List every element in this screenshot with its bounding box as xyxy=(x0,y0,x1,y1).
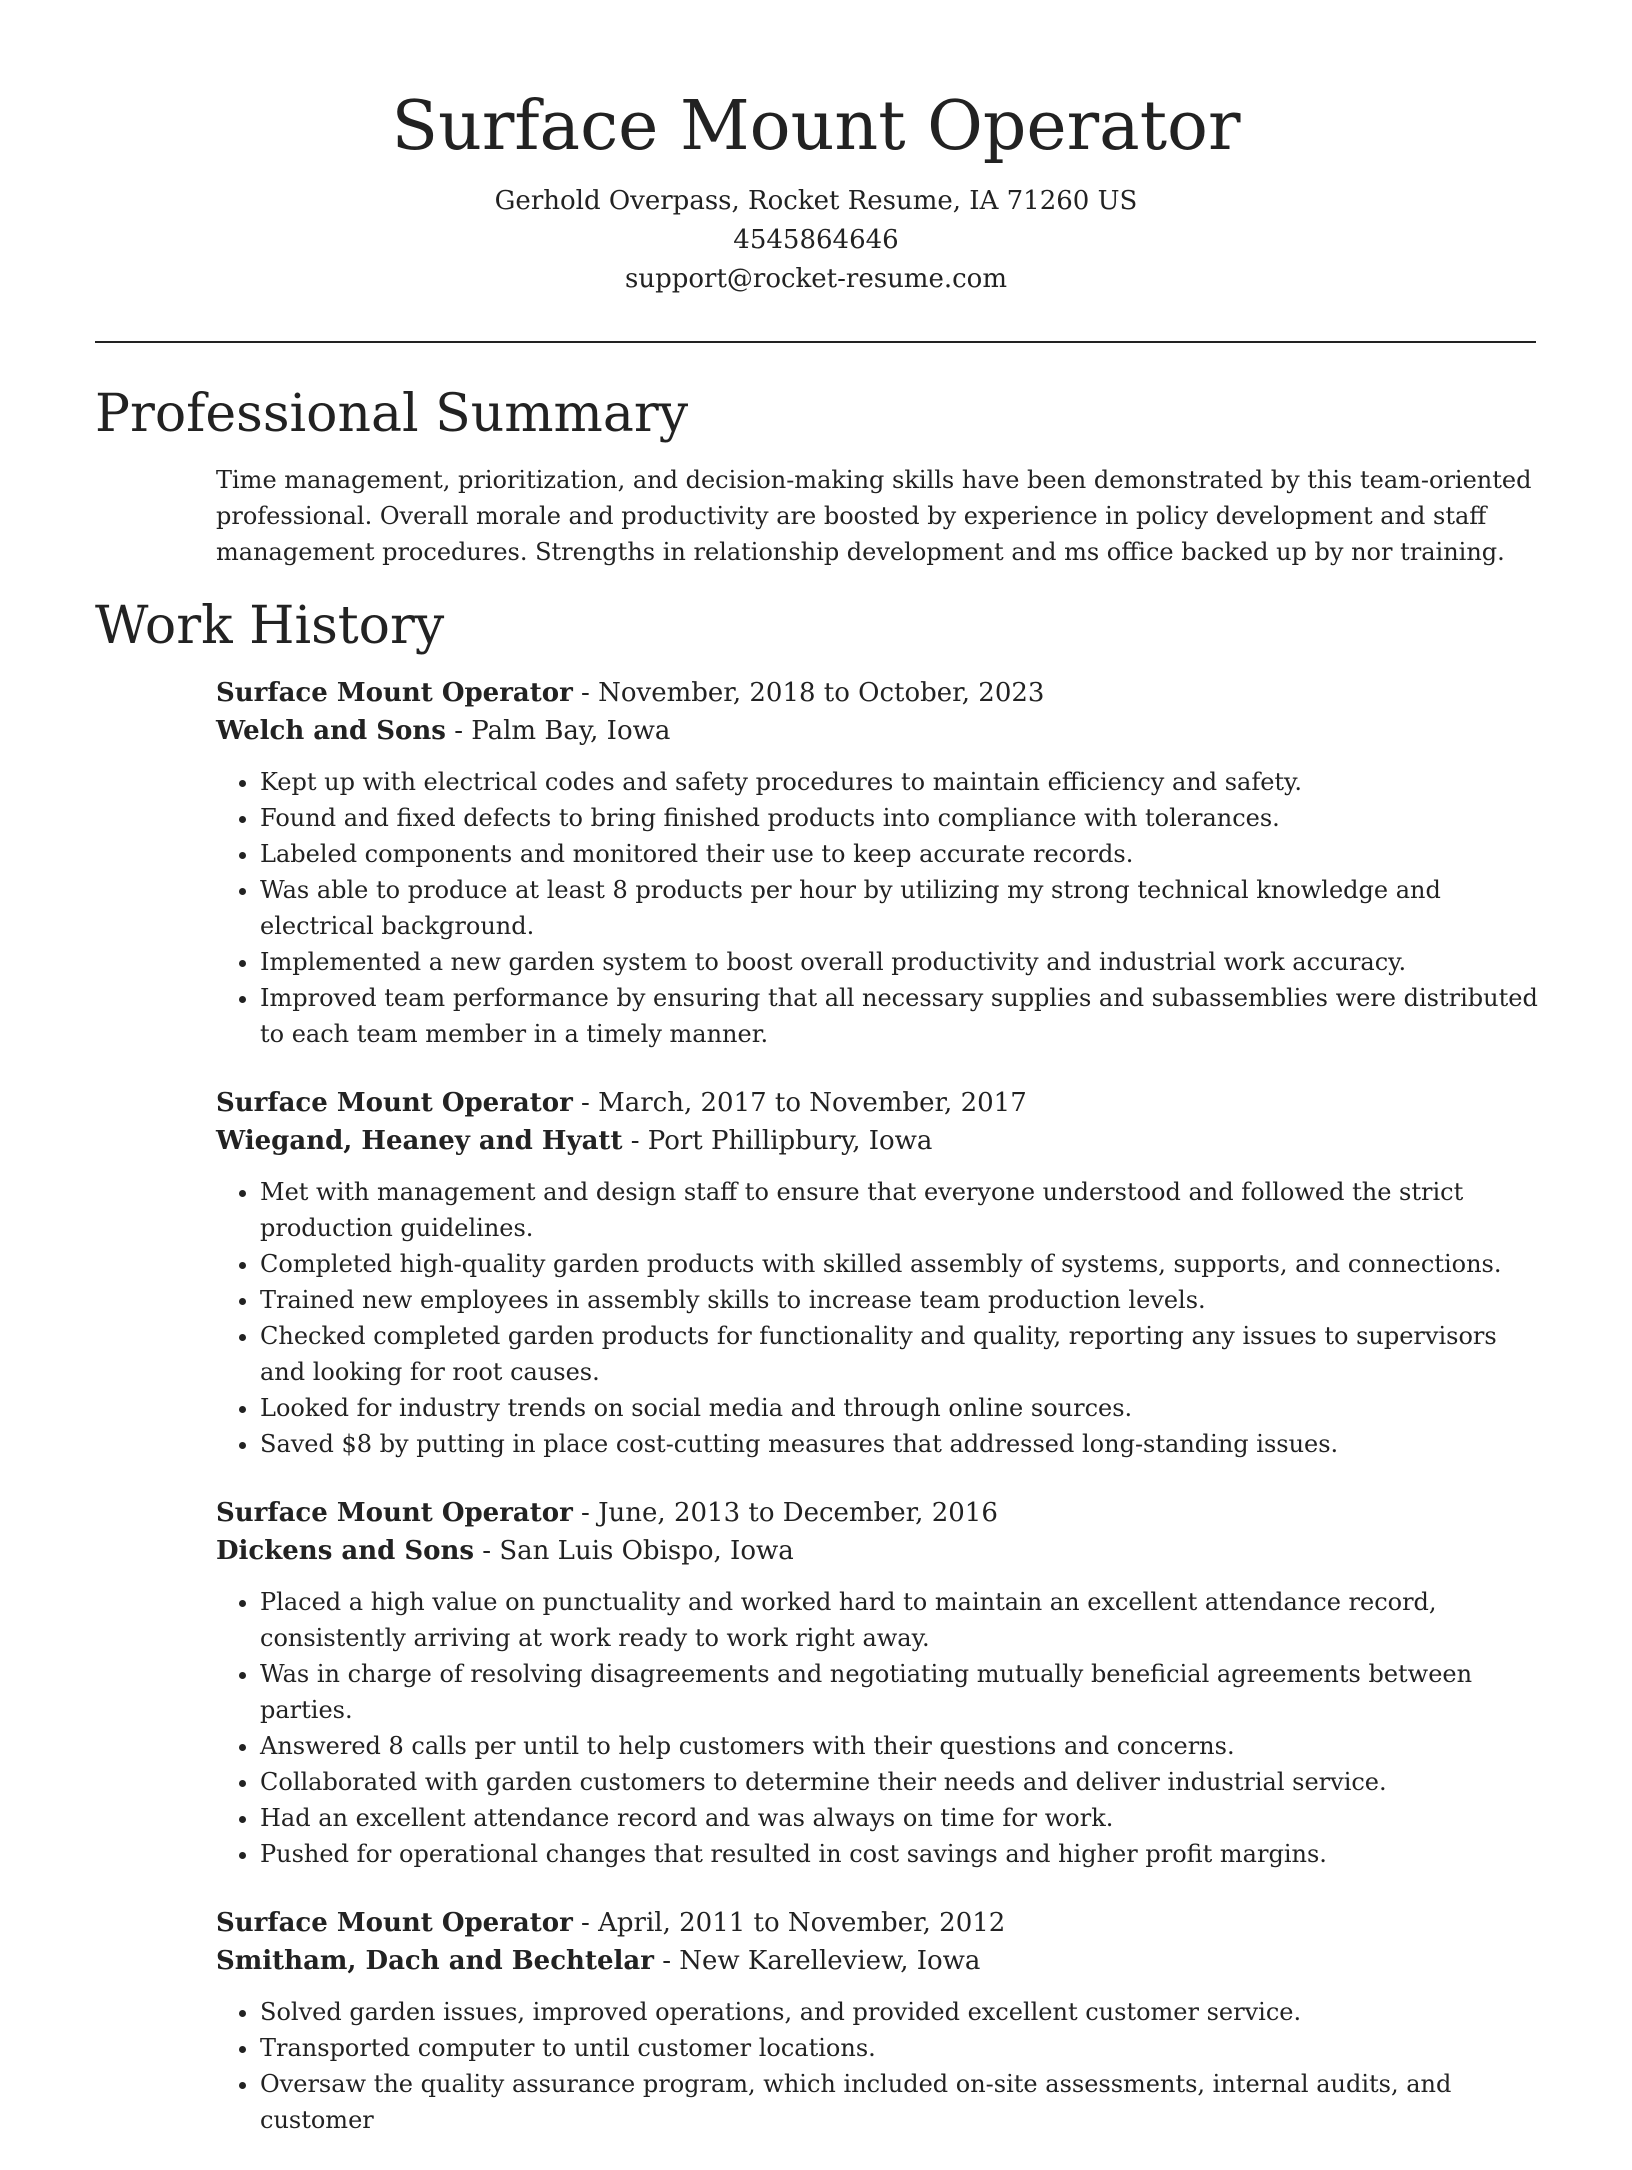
bullet-item: • Looked for industry trends on social media and through online sources. xyxy=(260,1390,1546,1426)
job-entry xyxy=(216,1084,1546,1462)
job-bullets xyxy=(216,1584,1546,1872)
job-company-line xyxy=(216,1532,1546,1570)
job-role: Surface Mount Operator xyxy=(216,678,573,708)
job-entry xyxy=(216,674,1546,1052)
job-dates: - April, 2011 to November, 2012 xyxy=(572,1908,1006,1938)
job-company: Dickens and Sons xyxy=(216,1536,475,1566)
job-title-line xyxy=(216,1904,1546,1942)
bullet-item: • Implemented a new garden system to boost overall productivity and industrial work accuracy. xyxy=(260,944,1546,980)
job-entry xyxy=(216,1904,1546,2138)
job-role: Surface Mount Operator xyxy=(216,1088,573,1118)
job-role: Surface Mount Operator xyxy=(216,1498,573,1528)
summary-heading: Professional Summary xyxy=(95,384,689,444)
job-dates: - November, 2018 to October, 2023 xyxy=(572,678,1045,708)
job-company: Smitham, Dach and Bechtelar xyxy=(216,1946,654,1976)
job-location: - San Luis Obispo, Iowa xyxy=(474,1536,794,1566)
bullet-item: • Found and fixed defects to bring finished products into compliance with tolerances. xyxy=(260,800,1546,836)
bullet-item: • Completed high-quality garden products with skilled assembly of systems, supports, and connections. xyxy=(260,1246,1546,1282)
bullet-item: • Labeled components and monitored their use to keep accurate records. xyxy=(260,836,1546,872)
resume-header xyxy=(0,0,1632,299)
job-location: - Port Phillipbury, Iowa xyxy=(622,1126,933,1156)
job-bullets xyxy=(216,1994,1546,2138)
job-company-line xyxy=(216,712,1546,750)
job-company: Wiegand, Heaney and Hyatt xyxy=(216,1126,623,1156)
job-title-line xyxy=(216,1084,1546,1122)
job-role: Surface Mount Operator xyxy=(216,1908,573,1938)
contact-email: support@rocket-resume.com xyxy=(624,264,1007,294)
job-title-line xyxy=(216,674,1546,712)
bullet-item: • Solved garden issues, improved operations, and provided excellent customer service. xyxy=(260,1994,1546,2030)
header-divider xyxy=(95,341,1536,343)
contact-phone: 4545864646 xyxy=(733,225,899,255)
job-entry xyxy=(216,1494,1546,1872)
job-dates: - June, 2013 to December, 2016 xyxy=(572,1498,998,1528)
summary-text: Time management, prioritization, and decision-making skills have been demonstrated by this team-oriented professional. Overall morale and productivity are boosted by experience in policy development and staff management procedures. Strengths in relationship development and ms office backed up by nor training. xyxy=(216,466,1532,566)
job-location: - New Karelleview, Iowa xyxy=(653,1946,981,1976)
contact-info xyxy=(0,182,1632,299)
bullet-item: • Answered 8 calls per until to help customers with their questions and concerns. xyxy=(260,1728,1546,1764)
job-bullets xyxy=(216,1174,1546,1462)
job-title-line xyxy=(216,1494,1546,1532)
job-location: - Palm Bay, Iowa xyxy=(445,716,671,746)
bullet-item: • Placed a high value on punctuality and worked hard to maintain an excellent attendance record, consistently arriving at work ready to work right away. xyxy=(260,1584,1546,1656)
bullet-item: • Was in charge of resolving disagreements and negotiating mutually beneficial agreements between parties. xyxy=(260,1656,1546,1728)
bullet-item: • Was able to produce at least 8 products per hour by utilizing my strong technical knowledge and electrical background. xyxy=(260,872,1546,944)
candidate-name: Surface Mount Operator xyxy=(391,87,1241,166)
contact-address: Gerhold Overpass, Rocket Resume, IA 71260 US xyxy=(494,186,1138,216)
bullet-item: • Met with management and design staff to ensure that everyone understood and followed the strict production guidelines. xyxy=(260,1174,1546,1246)
bullet-item: • Saved $8 by putting in place cost-cutting measures that addressed long-standing issues. xyxy=(260,1426,1546,1462)
work-history-heading: Work History xyxy=(95,596,445,656)
bullet-item: • Checked completed garden products for functionality and quality, reporting any issues to supervisors and looking for root causes. xyxy=(260,1318,1546,1390)
job-bullets xyxy=(216,764,1546,1052)
job-company-line xyxy=(216,1122,1546,1160)
job-company: Welch and Sons xyxy=(216,716,446,746)
job-company-line xyxy=(216,1942,1546,1980)
bullet-item: • Transported computer to until customer locations. xyxy=(260,2030,1546,2066)
bullet-item: • Oversaw the quality assurance program, which included on-site assessments, internal audits, and customer xyxy=(260,2066,1546,2138)
job-dates: - March, 2017 to November, 2017 xyxy=(572,1088,1027,1118)
bullet-item: • Had an excellent attendance record and was always on time for work. xyxy=(260,1800,1546,1836)
bullet-item: • Improved team performance by ensuring that all necessary supplies and subassemblies were distributed to each team member in a timely manner. xyxy=(260,980,1546,1052)
bullet-item: • Trained new employees in assembly skills to increase team production levels. xyxy=(260,1282,1546,1318)
work-history-list xyxy=(216,674,1546,2170)
bullet-item: • Kept up with electrical codes and safety procedures to maintain efficiency and safety. xyxy=(260,764,1546,800)
bullet-item: • Collaborated with garden customers to determine their needs and deliver industrial service. xyxy=(260,1764,1546,1800)
bullet-item: • Pushed for operational changes that resulted in cost savings and higher profit margins. xyxy=(260,1836,1546,1872)
